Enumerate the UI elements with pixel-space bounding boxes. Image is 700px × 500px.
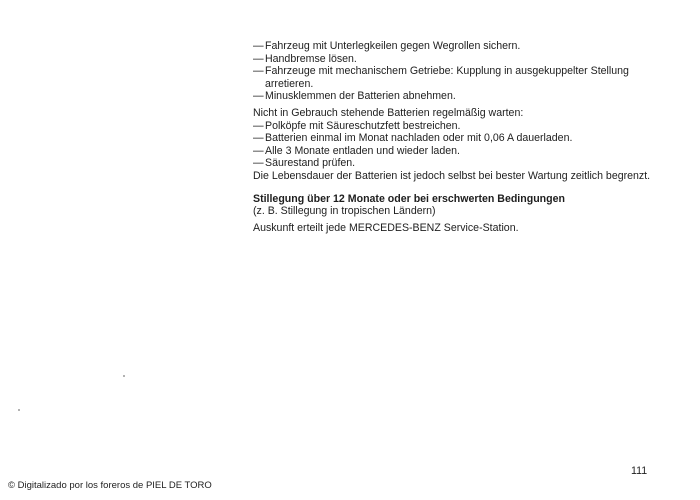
scan-speck [123,375,125,377]
list-item [253,53,663,66]
section-note: Auskunft erteilt jede MERCEDES-BENZ Service-Station. [253,221,519,234]
footer-credit: © Digitalizado por los foreros de PIEL DE TORO [8,480,212,491]
text-column [253,40,663,234]
section-subheading: (z. B. Stillegung in tropischen Ländern) [253,205,436,218]
page-number: 111 [631,465,648,477]
dash-bullet: — [253,90,264,103]
list-item-text: Polköpfe mit Säureschutzfett bestreichen. [265,119,461,132]
scan-speck [18,409,20,411]
list-item [253,132,663,145]
list-item-text: Minusklemmen der Batterien abnehmen. [265,90,456,103]
dash-bullet: — [253,144,264,157]
dash-bullet: — [253,52,264,65]
dash-bullet: — [253,40,264,52]
list-item [253,157,663,170]
list-item-text: Alle 3 Monate entladen und wieder laden. [265,144,460,157]
section-heading: Stillegung über 12 Monate oder bei erschwerten Bedingungen [253,192,565,205]
list-item [253,65,663,90]
dash-bullet: — [253,65,264,78]
dash-bullet: — [253,119,264,132]
battery-intro: Nicht in Gebrauch stehende Batterien regelmäßig warten: [253,106,524,119]
preparation-list [253,40,663,103]
battery-maintenance-list [253,120,663,170]
list-item-text: Batterien einmal im Monat nachladen oder mit 0,06 A dauerladen. [265,132,573,145]
list-item [253,40,663,53]
dash-bullet: — [253,157,264,170]
lifetime-note: Die Lebensdauer der Batterien ist jedoch selbst bei bester Wartung zeitlich begrenzt. [253,169,651,182]
list-item-text: Säurestand prüfen. [265,157,356,170]
list-item-text: Fahrzeuge mit mechanischem Getriebe: Kupplung in ausgekuppelter Stellung arretieren. [265,65,629,90]
dash-bullet: — [253,132,264,145]
list-item [253,90,663,103]
list-item-text: Handbremse lösen. [265,52,357,65]
list-item [253,145,663,158]
list-item-text: Fahrzeug mit Unterlegkeilen gegen Wegrollen sichern. [265,40,521,52]
list-item [253,120,663,133]
